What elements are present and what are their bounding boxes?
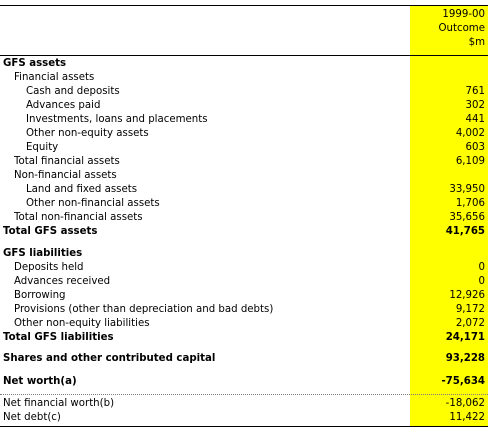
table-row [0, 289, 488, 303]
row-label: Investments, loans and placements [26, 114, 208, 125]
row-label: Total GFS assets [3, 226, 98, 237]
table-row [0, 57, 488, 71]
net-worth-separator [0, 394, 488, 395]
row-label: GFS assets [3, 58, 67, 69]
row-label: Other non-equity assets [26, 128, 149, 139]
row-label: Equity [26, 142, 59, 153]
table-row [0, 71, 488, 85]
row-value: -18,062 [445, 398, 485, 409]
row-value: 33,950 [449, 184, 485, 195]
table-row [0, 197, 488, 211]
row-value: 41,765 [445, 226, 485, 237]
row-label: Total financial assets [14, 156, 120, 167]
row-value: 302 [465, 100, 485, 111]
row-label: Shares and other contributed capital [3, 353, 216, 364]
row-value: 1,706 [455, 198, 485, 209]
row-value: 11,422 [449, 412, 485, 423]
row-label: Net financial worth(b) [3, 398, 115, 409]
table-row [0, 411, 488, 425]
table-row [0, 247, 488, 261]
table-row [0, 275, 488, 289]
row-label: Deposits held [14, 262, 84, 273]
row-label: Net worth(a) [3, 376, 77, 387]
row-label: Total GFS liabilities [3, 332, 114, 343]
table-row [0, 141, 488, 155]
row-value: 441 [465, 114, 485, 125]
row-value: 12,926 [449, 290, 485, 301]
row-value: 0 [478, 262, 485, 273]
table-row [0, 113, 488, 127]
column-header-year: 1999-00 [442, 9, 485, 20]
row-value: 24,171 [445, 332, 485, 343]
table-row [0, 225, 488, 239]
table-row [0, 331, 488, 345]
row-label: Total non-financial assets [14, 212, 143, 223]
bottom-rule [0, 426, 488, 427]
row-label: Cash and deposits [26, 86, 120, 97]
table-row [0, 85, 488, 99]
row-value: 603 [465, 142, 485, 153]
row-value: 4,002 [455, 128, 485, 139]
row-value: -75,634 [441, 376, 485, 387]
table-row [0, 352, 488, 366]
column-header-outcome: Outcome [438, 23, 485, 34]
row-label: Other non-financial assets [26, 198, 160, 209]
row-value: 2,072 [455, 318, 485, 329]
table-row [0, 261, 488, 275]
row-value: 93,228 [445, 353, 485, 364]
top-rule [0, 5, 488, 6]
row-label: Non-financial assets [14, 170, 117, 181]
table-row [0, 375, 488, 389]
table-row [0, 169, 488, 183]
column-header-unit: $m [468, 37, 485, 48]
row-value: 0 [478, 276, 485, 287]
table-row [0, 317, 488, 331]
row-label: Provisions (other than depreciation and bad debts) [14, 304, 274, 315]
row-label: Net debt(c) [3, 412, 61, 423]
row-label: Financial assets [14, 72, 95, 83]
row-value: 6,109 [455, 156, 485, 167]
header-rule [0, 55, 488, 56]
table-row [0, 211, 488, 225]
table-row [0, 397, 488, 411]
row-label: Advances received [14, 276, 111, 287]
table-row [0, 303, 488, 317]
row-label: Other non-equity liabilities [14, 318, 150, 329]
table-row [0, 155, 488, 169]
row-label: Borrowing [14, 290, 66, 301]
row-label: GFS liabilities [3, 248, 83, 259]
table-row [0, 127, 488, 141]
row-label: Advances paid [26, 100, 101, 111]
table-row [0, 99, 488, 113]
row-value: 35,656 [449, 212, 485, 223]
row-label: Land and fixed assets [26, 184, 138, 195]
row-value: 9,172 [455, 304, 485, 315]
table-row [0, 183, 488, 197]
row-value: 761 [465, 86, 485, 97]
